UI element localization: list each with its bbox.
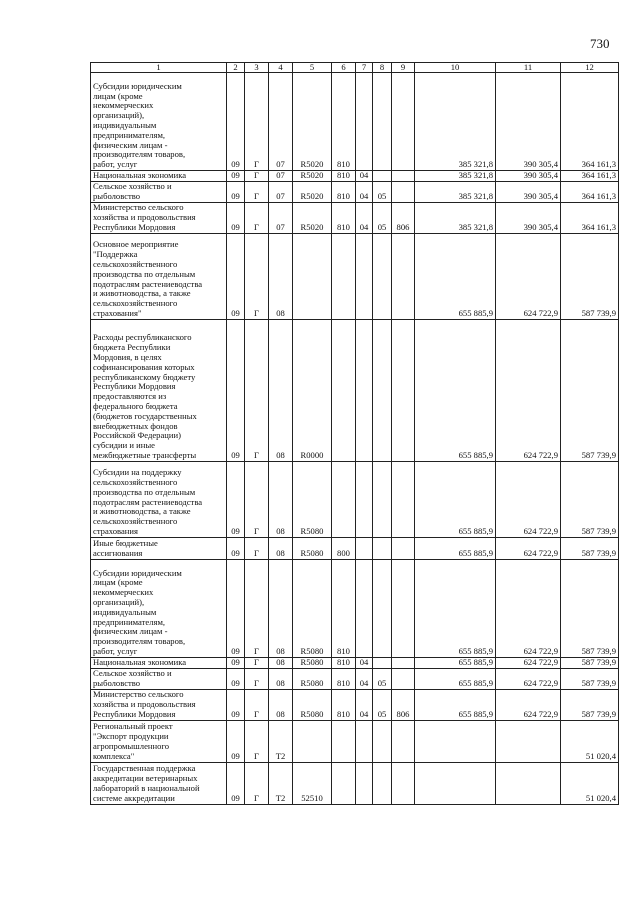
code-cell: Т2	[269, 762, 293, 804]
row-name-line: внебюджетных фондов	[93, 420, 178, 431]
row-name-line: Республики Мордовия	[93, 222, 176, 232]
code-cell: 05	[373, 202, 392, 233]
amount-cell: 655 885,9	[415, 668, 496, 689]
row-name-cell	[91, 668, 227, 689]
row-name-line: федерального бюджета	[93, 401, 178, 412]
code-cell: R5020	[293, 202, 332, 233]
row-name-line: хозяйства и продовольствия	[93, 699, 196, 709]
page-number: 730	[590, 36, 610, 51]
code-cell: R5020	[293, 181, 332, 202]
row-name-line: Субсидии на поддержку	[93, 467, 182, 478]
row-name-cell	[91, 657, 227, 668]
row-name-cell	[91, 537, 227, 559]
code-cell	[356, 720, 373, 762]
code-cell: 08	[269, 689, 293, 720]
row-name-line: страхования"	[93, 308, 142, 318]
table-row	[91, 319, 619, 461]
code-cell: 04	[356, 668, 373, 689]
code-cell: 09	[227, 73, 245, 171]
column-header: 12	[561, 63, 619, 73]
table-row	[91, 171, 619, 182]
amount-cell: 385 321,8	[415, 171, 496, 182]
code-cell	[293, 233, 332, 319]
code-cell	[332, 720, 356, 762]
code-cell: 05	[373, 181, 392, 202]
column-header: 5	[293, 63, 332, 73]
row-name-line: организаций),	[93, 597, 145, 608]
table-row	[91, 461, 619, 537]
code-cell: 810	[332, 689, 356, 720]
column-header: 9	[392, 63, 415, 73]
column-header: 11	[496, 63, 561, 73]
code-cell	[373, 762, 392, 804]
row-name-line: предоставляются из	[93, 391, 167, 402]
code-cell: 810	[332, 181, 356, 202]
code-cell	[392, 537, 415, 559]
row-name-line: Государственная поддержка	[93, 763, 196, 774]
code-cell: 04	[356, 657, 373, 668]
code-cell	[392, 233, 415, 319]
row-name-line: Сельское хозяйство и	[93, 668, 172, 678]
row-name-line: некоммерческих	[93, 587, 154, 598]
code-cell: Г	[245, 233, 269, 319]
amount-cell: 364 161,3	[561, 202, 619, 233]
row-name-line: софинансирования которых	[93, 361, 195, 372]
row-name-line: некоммерческих	[93, 100, 154, 111]
row-name-line: производства по отдельным	[93, 268, 196, 279]
code-cell	[356, 559, 373, 657]
amount-cell: 587 739,9	[561, 537, 619, 559]
code-cell: 810	[332, 171, 356, 182]
row-name-line: физическим лицам -	[93, 626, 168, 637]
code-cell: 08	[269, 668, 293, 689]
row-name-line: индивидуальным	[93, 120, 157, 131]
amount-cell: 587 739,9	[561, 689, 619, 720]
code-cell: 810	[332, 657, 356, 668]
row-name-cell	[91, 689, 227, 720]
code-cell: 09	[227, 720, 245, 762]
amount-cell: 385 321,8	[415, 202, 496, 233]
amount-cell: 655 885,9	[415, 689, 496, 720]
amount-cell: 364 161,3	[561, 171, 619, 182]
row-name-line: системе аккредитации	[93, 792, 175, 803]
amount-cell: 385 321,8	[415, 181, 496, 202]
row-name-line: Российской Федерации)	[93, 430, 181, 441]
code-cell: 09	[227, 559, 245, 657]
row-name-line: сельскохозяйственного	[93, 259, 178, 270]
code-cell: R5020	[293, 73, 332, 171]
amount-cell: 655 885,9	[415, 233, 496, 319]
row-name-cell	[91, 720, 227, 762]
row-name-line: (бюджетов государственных	[93, 410, 197, 421]
code-cell	[392, 720, 415, 762]
code-cell	[332, 319, 356, 461]
amount-cell: 655 885,9	[415, 319, 496, 461]
amount-cell: 624 722,9	[496, 461, 561, 537]
amount-cell: 390 305,4	[496, 202, 561, 233]
code-cell: 09	[227, 689, 245, 720]
amount-cell: 587 739,9	[561, 461, 619, 537]
amount-cell: 655 885,9	[415, 657, 496, 668]
row-name-line: комплекса"	[93, 750, 135, 761]
row-name-line: Национальная экономика	[93, 170, 187, 180]
code-cell: R5080	[293, 657, 332, 668]
code-cell: 07	[269, 73, 293, 171]
row-name-cell	[91, 559, 227, 657]
row-name-line: физическим лицам -	[93, 139, 168, 150]
row-name-line: "Поддержка	[93, 249, 138, 260]
code-cell: R5080	[293, 559, 332, 657]
code-cell	[373, 461, 392, 537]
row-name-line: республиканскому бюджету	[93, 371, 196, 382]
column-header: 1	[91, 63, 227, 73]
amount-cell: 385 321,8	[415, 73, 496, 171]
row-name-line: сельскохозяйственного	[93, 477, 178, 488]
code-cell: Г	[245, 202, 269, 233]
code-cell: 810	[332, 559, 356, 657]
amount-cell: 624 722,9	[496, 559, 561, 657]
code-cell: Г	[245, 461, 269, 537]
row-name-line: бюджета Республики	[93, 342, 171, 353]
code-cell	[332, 762, 356, 804]
amount-cell: 390 305,4	[496, 171, 561, 182]
code-cell: 08	[269, 461, 293, 537]
code-cell: 09	[227, 461, 245, 537]
code-cell: 810	[332, 73, 356, 171]
code-cell: 52510	[293, 762, 332, 804]
amount-cell	[496, 720, 561, 762]
code-cell: 09	[227, 762, 245, 804]
amount-cell: 51 020,4	[561, 762, 619, 804]
amount-cell: 390 305,4	[496, 181, 561, 202]
code-cell	[356, 233, 373, 319]
row-name-line: хозяйства и продовольствия	[93, 212, 196, 223]
row-name-line: производителям товаров,	[93, 149, 186, 160]
row-name-line: лицам (кроме	[93, 577, 143, 588]
column-header: 6	[332, 63, 356, 73]
amount-cell: 655 885,9	[415, 461, 496, 537]
row-name-line: рыболовство	[93, 191, 141, 201]
column-header: 8	[373, 63, 392, 73]
row-name-line: лабораторий в национальной	[93, 783, 200, 793]
code-cell: Г	[245, 537, 269, 559]
code-cell: 04	[356, 171, 373, 182]
row-name-cell	[91, 762, 227, 804]
code-cell: 09	[227, 657, 245, 668]
code-cell: 810	[332, 202, 356, 233]
code-cell	[373, 233, 392, 319]
code-cell	[356, 319, 373, 461]
code-cell	[392, 762, 415, 804]
code-cell: 08	[269, 559, 293, 657]
row-name-line: Субсидии юридическим	[93, 567, 182, 578]
row-name-line: Министерство сельского	[93, 689, 184, 700]
amount-cell: 390 305,4	[496, 73, 561, 171]
table-row	[91, 181, 619, 202]
code-cell: Г	[245, 319, 269, 461]
table-row	[91, 73, 619, 171]
code-cell: Г	[245, 720, 269, 762]
table-row	[91, 762, 619, 804]
row-name-line: Региональный проект	[93, 721, 173, 732]
amount-cell: 624 722,9	[496, 319, 561, 461]
amount-cell: 364 161,3	[561, 73, 619, 171]
table-row	[91, 689, 619, 720]
code-cell: Г	[245, 689, 269, 720]
code-cell: 04	[356, 689, 373, 720]
column-header: 2	[227, 63, 245, 73]
amount-cell: 624 722,9	[496, 537, 561, 559]
amount-cell: 655 885,9	[415, 537, 496, 559]
amount-cell: 655 885,9	[415, 559, 496, 657]
row-name-line: сельскохозяйственного	[93, 298, 178, 309]
code-cell	[332, 233, 356, 319]
code-cell: 09	[227, 319, 245, 461]
amount-cell: 624 722,9	[496, 668, 561, 689]
row-name-line: подотраслям растениеводства	[93, 496, 203, 507]
code-cell	[373, 657, 392, 668]
code-cell: 09	[227, 668, 245, 689]
code-cell	[392, 319, 415, 461]
code-cell: 09	[227, 181, 245, 202]
row-name-line: Республики Мордовия	[93, 381, 176, 392]
table-row	[91, 202, 619, 233]
row-name-line: "Экспорт продукции	[93, 731, 169, 742]
row-name-cell	[91, 319, 227, 461]
code-cell: 806	[392, 202, 415, 233]
code-cell	[392, 181, 415, 202]
amount-cell	[415, 762, 496, 804]
row-name-line: и животноводства, а также	[93, 288, 191, 299]
row-name-line: аккредитации ветеринарных	[93, 773, 198, 784]
row-name-line: организаций),	[93, 110, 145, 121]
code-cell: Г	[245, 657, 269, 668]
code-cell: R5080	[293, 461, 332, 537]
row-name-line: Иные бюджетные	[93, 538, 158, 549]
code-cell	[392, 461, 415, 537]
row-name-line: Национальная экономика	[93, 657, 187, 667]
code-cell: R5080	[293, 537, 332, 559]
code-cell: Г	[245, 668, 269, 689]
row-name-line: производства по отдельным	[93, 486, 196, 497]
code-cell: 07	[269, 181, 293, 202]
code-cell	[356, 762, 373, 804]
code-cell	[392, 668, 415, 689]
code-cell	[356, 461, 373, 537]
code-cell: 09	[227, 537, 245, 559]
amount-cell	[415, 720, 496, 762]
code-cell: 800	[332, 537, 356, 559]
code-cell	[373, 537, 392, 559]
code-cell	[356, 537, 373, 559]
amount-cell: 587 739,9	[561, 668, 619, 689]
row-name-line: индивидуальным	[93, 606, 157, 617]
code-cell: Г	[245, 181, 269, 202]
code-cell: 08	[269, 657, 293, 668]
code-cell: 810	[332, 668, 356, 689]
code-cell: Г	[245, 171, 269, 182]
code-cell: 07	[269, 171, 293, 182]
code-cell: Г	[245, 762, 269, 804]
code-cell	[293, 720, 332, 762]
row-name-cell	[91, 171, 227, 182]
code-cell: Г	[245, 559, 269, 657]
column-header: 3	[245, 63, 269, 73]
code-cell: R0000	[293, 319, 332, 461]
amount-cell: 624 722,9	[496, 233, 561, 319]
code-cell: Т2	[269, 720, 293, 762]
code-cell: 04	[356, 202, 373, 233]
code-cell: 08	[269, 319, 293, 461]
code-cell: R5080	[293, 689, 332, 720]
row-name-line: межбюджетные трансферты	[93, 450, 197, 460]
code-cell: 09	[227, 171, 245, 182]
row-name-line: подотраслям растениеводства	[93, 278, 203, 289]
code-cell	[373, 559, 392, 657]
code-cell	[373, 319, 392, 461]
column-header: 10	[415, 63, 496, 73]
code-cell: 08	[269, 233, 293, 319]
row-name-cell	[91, 73, 227, 171]
amount-cell	[496, 762, 561, 804]
row-name-line: агропромышленного	[93, 741, 169, 751]
budget-table	[90, 62, 619, 805]
row-name-line: и животноводства, а также	[93, 506, 191, 517]
header-row	[91, 63, 619, 73]
code-cell: 04	[356, 181, 373, 202]
table-body	[91, 73, 619, 805]
row-name-line: работ, услуг	[93, 159, 138, 170]
amount-cell: 624 722,9	[496, 689, 561, 720]
code-cell: 806	[392, 689, 415, 720]
table-row	[91, 559, 619, 657]
column-header: 7	[356, 63, 373, 73]
code-cell	[332, 461, 356, 537]
row-name-line: Субсидии юридическим	[93, 80, 182, 91]
amount-cell: 364 161,3	[561, 181, 619, 202]
column-header: 4	[269, 63, 293, 73]
code-cell	[392, 171, 415, 182]
row-name-line: страхования	[93, 526, 138, 536]
row-name-line: Основное мероприятие	[93, 239, 179, 250]
code-cell	[373, 171, 392, 182]
table-row	[91, 668, 619, 689]
amount-cell: 587 739,9	[561, 233, 619, 319]
row-name-line: лицам (кроме	[93, 90, 143, 101]
row-name-line: Министерство сельского	[93, 202, 184, 213]
code-cell	[392, 657, 415, 668]
table-row	[91, 537, 619, 559]
code-cell: R5080	[293, 668, 332, 689]
row-name-cell	[91, 461, 227, 537]
amount-cell: 624 722,9	[496, 657, 561, 668]
table-row	[91, 657, 619, 668]
code-cell: 05	[373, 689, 392, 720]
amount-cell: 587 739,9	[561, 657, 619, 668]
row-name-line: работ, услуг	[93, 646, 138, 656]
code-cell: 05	[373, 668, 392, 689]
code-cell: 09	[227, 202, 245, 233]
row-name-line: Сельское хозяйство и	[93, 181, 172, 192]
code-cell	[392, 559, 415, 657]
amount-cell: 51 020,4	[561, 720, 619, 762]
table-row	[91, 720, 619, 762]
code-cell	[356, 73, 373, 171]
code-cell: R5020	[293, 171, 332, 182]
row-name-line: сельскохозяйственного	[93, 516, 178, 527]
code-cell: 07	[269, 202, 293, 233]
code-cell	[392, 73, 415, 171]
amount-cell: 587 739,9	[561, 319, 619, 461]
code-cell	[373, 73, 392, 171]
row-name-line: предпринимателям,	[93, 129, 166, 140]
row-name-line: субсидии и иные	[93, 440, 155, 451]
row-name-line: Республики Мордовия	[93, 708, 176, 719]
row-name-line: рыболовство	[93, 677, 141, 688]
code-cell: 08	[269, 537, 293, 559]
row-name-cell	[91, 181, 227, 202]
row-name-line: Расходы республиканского	[93, 332, 192, 343]
row-name-line: ассигнования	[93, 548, 143, 558]
code-cell: Г	[245, 73, 269, 171]
code-cell	[373, 720, 392, 762]
table-row	[91, 233, 619, 319]
row-name-cell	[91, 202, 227, 233]
amount-cell: 587 739,9	[561, 559, 619, 657]
row-name-line: предпринимателям,	[93, 616, 166, 627]
row-name-line: Мордовия, в целях	[93, 352, 162, 363]
row-name-cell	[91, 233, 227, 319]
row-name-line: производителям товаров,	[93, 636, 186, 647]
code-cell: 09	[227, 233, 245, 319]
